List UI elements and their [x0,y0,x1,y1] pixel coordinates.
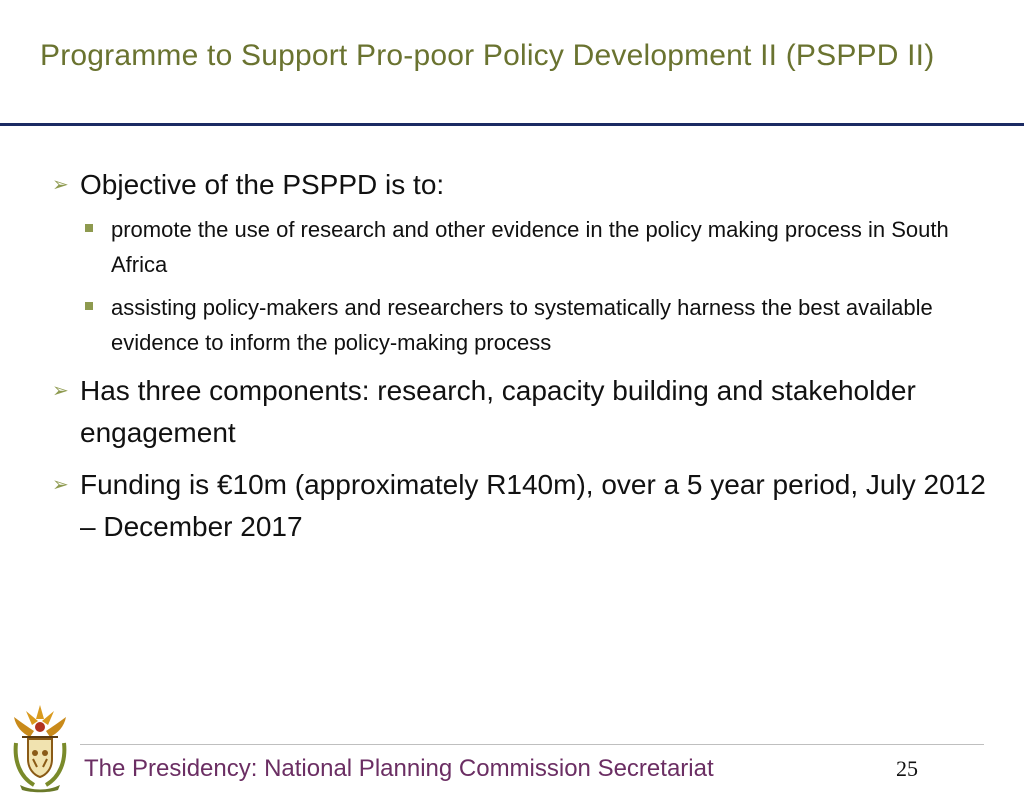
square-bullet-icon [85,302,93,310]
footer-divider [80,744,984,745]
square-bullet-icon [85,224,93,232]
arrowhead-bullet-icon: ➢ [52,174,69,196]
bullet-objective [52,164,1000,206]
sub-bullet-assisting [111,290,996,360]
bullet-funding-text: Funding is €10m (approximately R140m), over a 5 year period, July 2012 – December 2017 [80,469,986,542]
title-divider [0,123,1024,126]
sub-bullet-promote-text: promote the use of research and other evidence in the policy making process in South Africa [111,217,949,277]
bullet-objective-text: Objective of the PSPPD is to: [80,169,445,200]
sub-bullet-promote [111,212,996,282]
arrowhead-bullet-icon: ➢ [52,474,69,496]
bullet-funding [52,464,1000,548]
slide-title: Programme to Support Pro-poor Policy Development II (PSPPD II) [40,39,935,72]
coat-of-arms-logo [4,697,76,793]
arrowhead-bullet-icon: ➢ [52,380,69,402]
footer-organization: The Presidency: National Planning Commission Secretariat [84,755,714,782]
sub-bullet-assisting-text: assisting policy-makers and researchers to systematically harness the best available evidence to inform the policy-making process [111,295,933,355]
page-number: 25 [896,756,918,781]
bullet-components-text: Has three components: research, capacity building and stakeholder engagement [80,375,916,448]
bullet-components [52,370,1000,454]
